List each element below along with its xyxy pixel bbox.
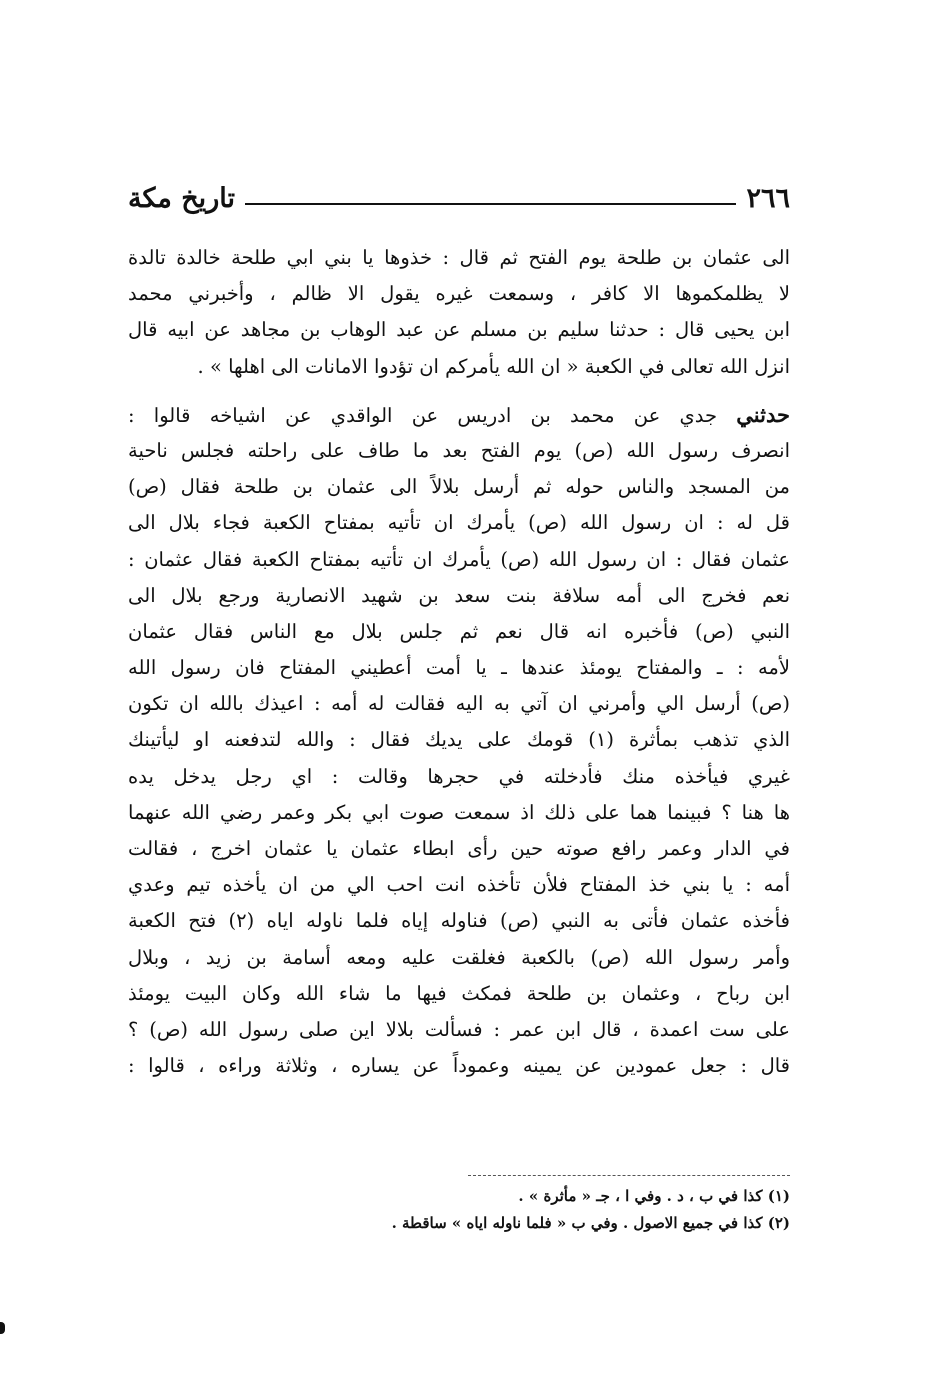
- scan-edge-mark: [0, 1322, 5, 1334]
- text-line: غيري فيأخذه منك فأدخلته في حجرها وقالت : اي رجل يدخل يده: [128, 764, 790, 788]
- footnote-separator: [468, 1175, 790, 1176]
- text-line: (ص) أرسل الي وأمرني ان آتي به اليه فقالت له أمه : اعيذك بالله ان تكون: [128, 692, 790, 716]
- text-line: وأمر رسول الله (ص) بالكعبة فغلقت عليه ومعه أسامة بن زيد ، وبلال: [128, 945, 790, 969]
- text-line: لا يظلمكموها الا كافر ، وسمعت غيره يقول الا ظالم ، وأخبرني محمد: [128, 282, 790, 306]
- text-line: فأخذه عثمان فأتى به النبي (ص) فناوله إياه فلما ناوله اياه (٢) فتح الكعبة: [128, 909, 790, 933]
- text-line: قل له : ان رسول الله (ص) يأمرك ان تأتيه بمفتاح الكعبة فجاء بلال الى: [128, 511, 790, 535]
- text-line-with-lead: [128, 397, 790, 433]
- page-header: [128, 178, 790, 218]
- footnote-2: (٢) كذا في جميع الاصول . وفي ب « فلما ناوله اياه » ساقطة .: [391, 1214, 790, 1232]
- footnote-1: (١) كذا في ب ، د . وفي ا ، جـ « مأثرة » .: [518, 1187, 790, 1205]
- text-line: على ست اعمدة ، قال ابن عمر : فسألت بلالا اين صلى رسول الله (ص) ؟: [128, 1017, 790, 1041]
- text-line: الذي تذهب بمأثرة (١) قومك على يديك فقال : والله لتدفعنه او ليأتينك: [128, 728, 790, 752]
- header-rule: [245, 203, 737, 205]
- first-line-text: جدي عن محمد بن ادريس عن الواقدي عن اشياخه قالوا :: [128, 403, 737, 427]
- page-number: ٢٦٦: [746, 182, 790, 214]
- text-line: نعم فخرج الى أمه سلافة بنت سعد بن شهيد الانصارية ورجع بلال الى: [128, 583, 790, 607]
- lead-word: حدثني: [736, 401, 790, 427]
- paragraph-2: [128, 397, 790, 1085]
- paragraph-1: [128, 240, 790, 385]
- running-title: تاريخ مكة: [128, 182, 235, 214]
- body-text: [128, 240, 790, 1084]
- text-line: من المسجد والناس حوله ثم أرسل بلالاً الى عثمان بن طلحة فقال (ص): [128, 475, 790, 499]
- text-line: لأمه : ـ والمفتاح يومئذ عندها ـ يا أمت أعطيني المفتاح فان رسول الله: [128, 656, 790, 680]
- text-line: قال : جعل عمودين عن يمينه وعموداً عن يساره ، وثلاثة وراءه ، قالوا :: [128, 1054, 790, 1078]
- text-line: النبي (ص) فأخبره انه قال نعم ثم جلس بلال مع الناس فقال عثمان: [128, 619, 790, 643]
- text-line: ها هنا ؟ فبينما هما على ذلك اذ سمعت صوت ابي بكر وعمر رضي الله عنهما: [128, 800, 790, 824]
- text-line: ابن رباح ، وعثمان بن طلحة فمكث فيها ما شاء الله وكان البيت يومئذ: [128, 981, 790, 1005]
- text-line: أمه : يا بني خذ المفتاح فلأن تأخذه انت احب الي من ان يأخذه تيم وعدي: [128, 873, 790, 897]
- text-line: ابن يحيى قال : حدثنا سليم بن مسلم عن عبد الوهاب بن مجاهد عن ابيه قال: [128, 318, 790, 342]
- paragraph-gap: [128, 385, 790, 397]
- text-line: الى عثمان بن طلحة يوم الفتح ثم قال : خذوها يا بني ابي طلحة خالدة تالدة: [128, 246, 790, 269]
- text-line: عثمان فقال : ان رسول الله (ص) يأمرك ان تأتيه بمفتاح الكعبة فقال عثمان :: [128, 547, 790, 571]
- text-line: في الدار وعمر رافع صوته حين رأى ابطاء عثمان يا عثمان اخرج ، فقالت: [128, 837, 790, 860]
- footnotes: [300, 1183, 790, 1237]
- text-line: انصرف رسول الله (ص) يوم الفتح بعد ما طاف على راحلته فجلس ناحية: [128, 438, 790, 462]
- text-line: انزل الله تعالى في الكعبة « ان الله يأمركم ان تؤدوا الامانات الى اهلها » .: [197, 354, 790, 378]
